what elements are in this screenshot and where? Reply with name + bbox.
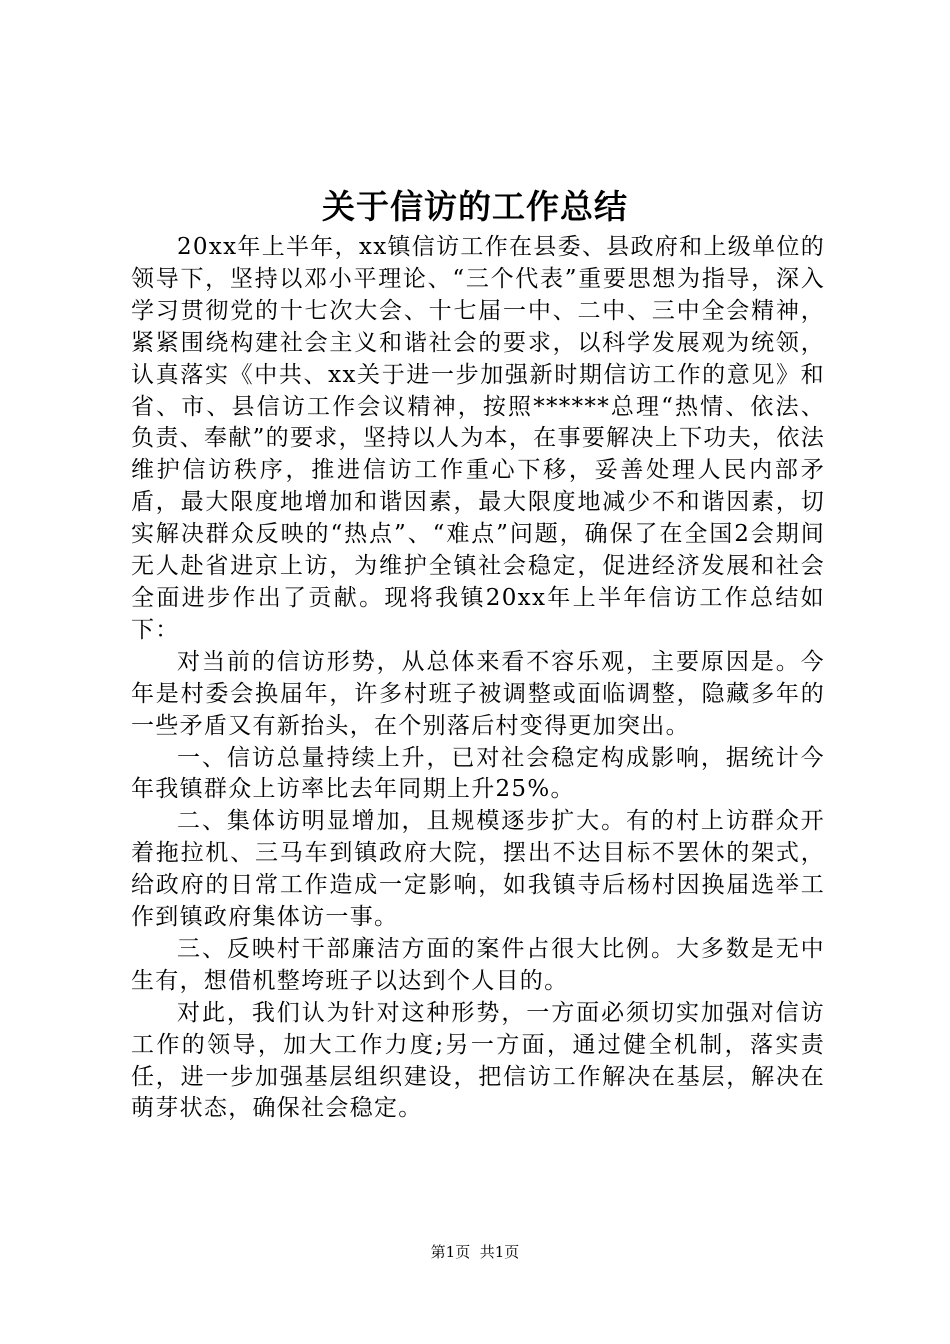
paragraph-point-one: 一、信访总量持续上升，已对社会稳定构成影响，据统计今年我镇群众上访率比去年同期上升25%。	[131, 744, 825, 803]
document-body	[131, 232, 825, 1125]
document-title: 关于信访的工作总结	[322, 187, 628, 226]
paragraph-intro: 20xx年上半年，xx镇信访工作在县委、县政府和上级单位的领导下，坚持以邓小平理论、“三个代表”重要思想为指导，深入学习贯彻党的十七次大会、十七届一中、二中、三中全会精神，紧紧围绕构建社会主义和谐社会的要求，以科学发展观为统领，认真落实《中共、xx关于进一步加强新时期信访工作的意见》和省、市、县信访工作会议精神，按照******总理“热情、依法、负责、奉献”的要求，坚持以人为本，在事要解决上下功夫，依法维护信访秩序，推进信访工作重心下移，妥善处理人民内部矛盾，最大限度地增加和谐因素，最大限度地减少不和谐因素，切实解决群众反映的“热点”、“难点”问题，确保了在全国2会期间无人赴省进京上访，为维护全镇社会稳定，促进经济发展和社会全面进步作出了贡献。现将我镇20xx年上半年信访工作总结如下：	[131, 234, 825, 643]
footer-separator	[470, 1243, 480, 1261]
page-number-current: 第1页	[430, 1243, 471, 1261]
paragraph-point-two: 二、集体访明显增加，且规模逐步扩大。有的村上访群众开着拖拉机、三马车到镇政府大院，摆出不达目标不罢休的架式，给政府的日常工作造成一定影响，如我镇寺后杨村因换届选举工作到镇政府集体访一事。	[131, 808, 825, 931]
page-number-total: 共1页	[479, 1243, 520, 1261]
page-footer	[0, 1240, 950, 1264]
paragraph-point-three: 三、反映村干部廉洁方面的案件占很大比例。大多数是无中生有，想借机整垮班子以达到个人目的。	[131, 935, 825, 994]
paragraph-situation: 对当前的信访形势，从总体来看不容乐观，主要原因是。今年是村委会换届年，许多村班子被调整或面临调整，隐藏多年的一些矛盾又有新抬头，在个别落后村变得更加突出。	[131, 648, 825, 739]
paragraph-conclusion: 对此，我们认为针对这种形势，一方面必须切实加强对信访工作的领导，加大工作力度;另一方面，通过健全机制，落实责任，进一步加强基层组织建设，把信访工作解决在基层，解决在萌芽状态，确保社会稳定。	[131, 999, 825, 1122]
